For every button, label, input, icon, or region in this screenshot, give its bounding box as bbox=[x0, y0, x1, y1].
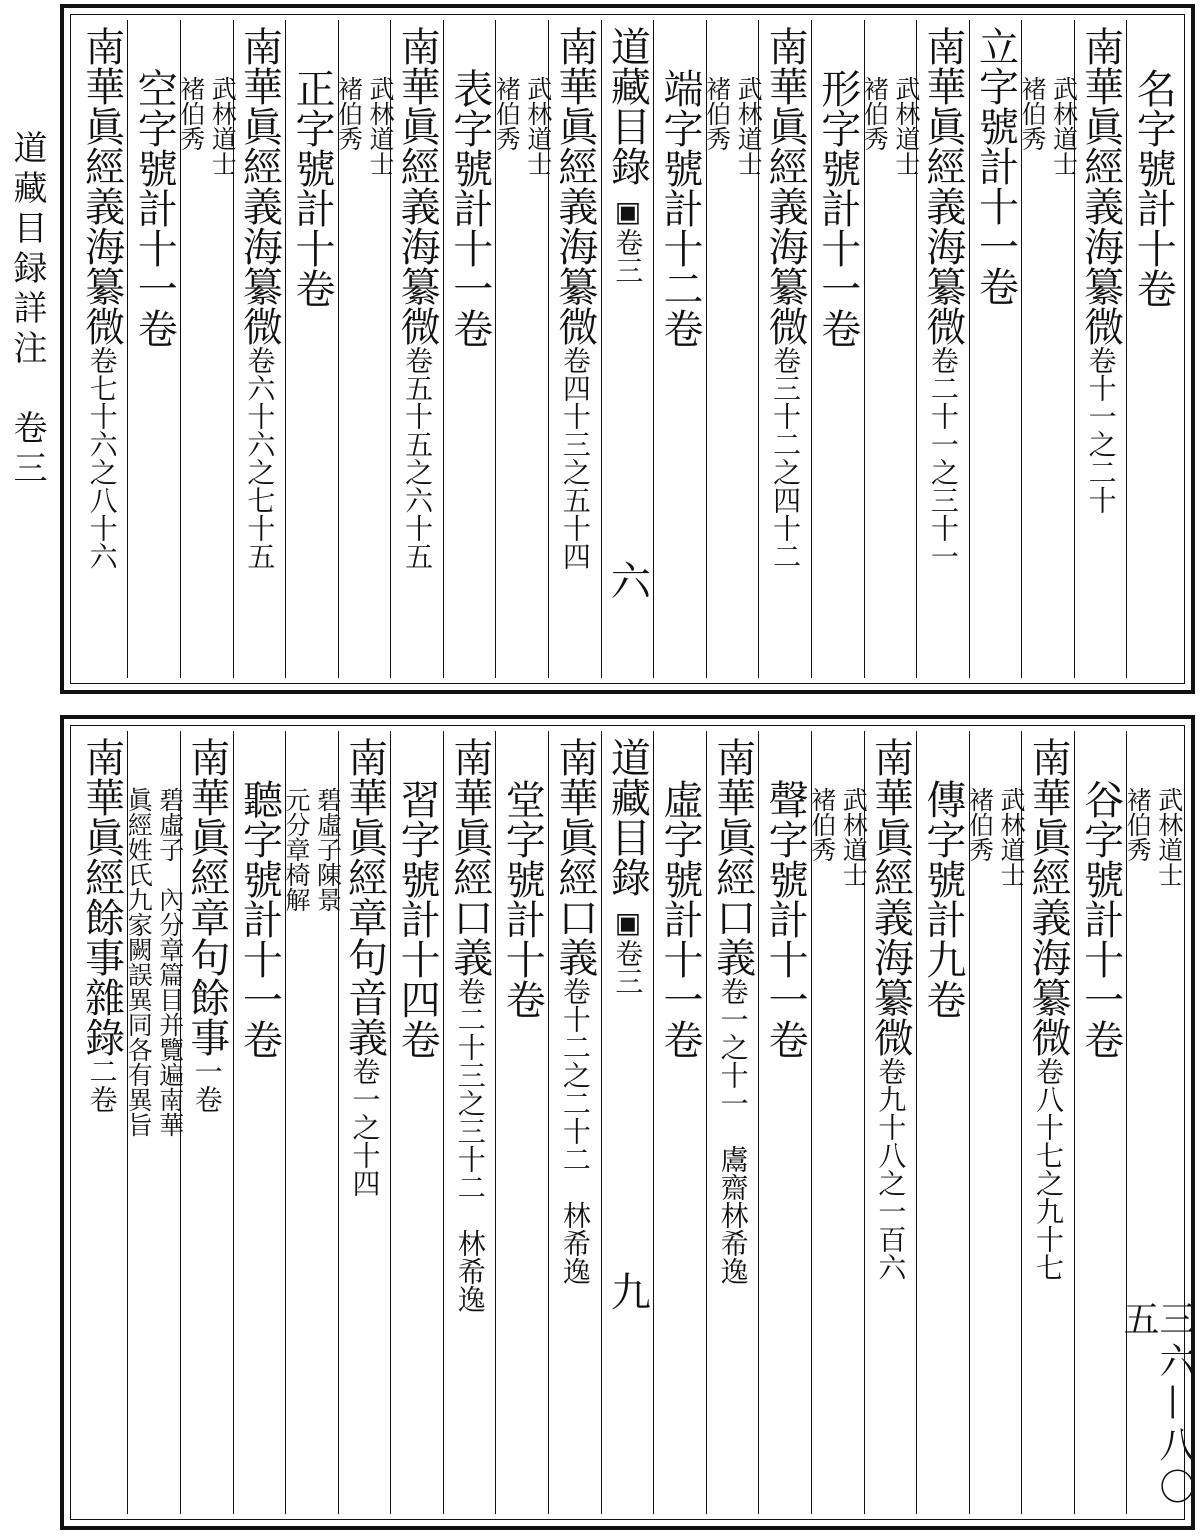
upper-column bbox=[127, 20, 180, 678]
upper-column bbox=[76, 20, 128, 678]
lower-column bbox=[390, 731, 443, 1514]
lower-column bbox=[548, 731, 601, 1514]
author-note bbox=[282, 787, 341, 912]
book-volumes: 卷五十五之六十五 bbox=[401, 346, 435, 570]
header-volume: ▣卷三 bbox=[611, 897, 645, 995]
lower-column bbox=[443, 731, 496, 1514]
book-title: 南華眞經義海纂微 bbox=[919, 26, 966, 346]
lower-column bbox=[233, 731, 286, 1514]
upper-columns bbox=[76, 20, 1179, 678]
leaf-number: 九 bbox=[604, 1271, 651, 1311]
book-volumes: 卷二十一之三十一 bbox=[926, 346, 960, 570]
author-line: 褚伯秀 bbox=[334, 76, 364, 151]
upper-column bbox=[1018, 20, 1079, 678]
book-entry bbox=[1025, 737, 1072, 1281]
upper-column bbox=[285, 20, 338, 678]
volume-title: 空字號計十一卷 bbox=[131, 68, 178, 348]
lower-column bbox=[965, 731, 1026, 1514]
upper-column bbox=[233, 20, 286, 678]
upper-column bbox=[176, 20, 238, 678]
book-volumes: 卷二十三之三十二 林希逸 bbox=[453, 977, 487, 1313]
header-title: 道藏目錄 bbox=[604, 737, 651, 897]
book-entry bbox=[551, 737, 598, 1285]
lower-column bbox=[124, 731, 185, 1514]
upper-column bbox=[443, 20, 496, 678]
book-volumes: 卷九十八之一百六 bbox=[874, 1057, 908, 1281]
upper-column bbox=[601, 20, 654, 678]
book-title: 南華眞經章句音義 bbox=[341, 737, 388, 1057]
lower-columns bbox=[76, 731, 1184, 1514]
book-entry bbox=[183, 737, 230, 1113]
book-entry bbox=[919, 26, 966, 570]
header-title: 道藏目錄 bbox=[604, 26, 651, 186]
lower-column bbox=[864, 731, 917, 1514]
upper-page-panel bbox=[60, 4, 1195, 694]
author-note bbox=[966, 787, 1025, 887]
upper-column bbox=[548, 20, 601, 678]
book-entry bbox=[551, 26, 598, 570]
lower-column bbox=[180, 731, 233, 1514]
author-line: 武林道士 bbox=[1049, 76, 1079, 176]
author-line: 武林道士 bbox=[891, 76, 921, 176]
lower-column bbox=[1021, 731, 1074, 1514]
book-title: 南華眞經義海纂微 bbox=[236, 26, 283, 346]
lower-column bbox=[1123, 731, 1184, 1514]
book-title: 南華眞經口義 bbox=[551, 737, 598, 977]
lower-column bbox=[706, 731, 759, 1514]
book-entry bbox=[762, 26, 809, 570]
lower-column bbox=[916, 731, 969, 1514]
book-entry bbox=[446, 737, 493, 1313]
book-title: 南華眞經義海纂微 bbox=[78, 26, 125, 346]
volume-title: 傳字號計九卷 bbox=[919, 779, 966, 1019]
lower-page-panel bbox=[60, 715, 1195, 1530]
book-title: 南華眞經義海纂微 bbox=[1025, 737, 1072, 1057]
book-title: 南華眞經義海纂微 bbox=[867, 737, 914, 1057]
page-number: 三六—八〇五 bbox=[1118, 1300, 1195, 1510]
author-line: 武林道士 bbox=[523, 76, 553, 176]
author-line: 褚伯秀 bbox=[1123, 787, 1153, 862]
author-note bbox=[493, 76, 552, 176]
lower-column bbox=[758, 731, 811, 1514]
author-line: 武林道士 bbox=[839, 787, 869, 887]
book-entry bbox=[709, 737, 756, 1285]
author-line: 褚伯秀 bbox=[1018, 76, 1048, 151]
author-line: 褚伯秀 bbox=[702, 76, 732, 151]
header-volume: ▣卷三 bbox=[611, 186, 645, 284]
volume-title: 堂字號計十卷 bbox=[499, 779, 546, 1019]
volume-title: 立字號計十一卷 bbox=[972, 26, 1019, 306]
author-line: 武林道士 bbox=[1154, 787, 1184, 887]
upper-column bbox=[1074, 20, 1127, 678]
book-title: 南華眞經餘事雜錄 bbox=[78, 737, 125, 1057]
book-volumes: 卷十一之二十 bbox=[1084, 346, 1118, 514]
author-line: 元分章椅解 bbox=[281, 787, 311, 912]
author-line: 武林道士 bbox=[208, 76, 238, 176]
book-entry bbox=[394, 26, 441, 570]
lower-column bbox=[653, 731, 706, 1514]
leaf-number: 六 bbox=[604, 560, 651, 600]
book-volumes: 卷三十二之四十二 bbox=[769, 346, 803, 570]
author-line: 武林道士 bbox=[734, 76, 764, 176]
upper-column bbox=[916, 20, 969, 678]
book-volumes: 卷一之十四 bbox=[348, 1057, 382, 1197]
book-title: 南華眞經義海纂微 bbox=[762, 26, 809, 346]
author-line: 碧虛子 內分章篇目并覽遍南華 bbox=[155, 787, 185, 1137]
book-volumes: 二卷 bbox=[85, 1057, 119, 1113]
book-entry bbox=[1077, 26, 1124, 514]
book-volumes: 卷八十七之九十七 bbox=[1032, 1057, 1066, 1281]
author-note bbox=[125, 787, 184, 1137]
section-header bbox=[604, 26, 651, 284]
book-title: 南華眞經口義 bbox=[446, 737, 493, 977]
author-note bbox=[335, 76, 394, 176]
book-volumes: 一卷 bbox=[190, 1057, 224, 1113]
book-volumes: 卷十二之二十二 林希逸 bbox=[558, 977, 592, 1285]
running-header: 道藏目録詳注 卷三 bbox=[7, 130, 47, 490]
lower-column bbox=[601, 731, 654, 1514]
volume-title: 虛字號計十一卷 bbox=[657, 779, 703, 1059]
volume-title: 表字號計十一卷 bbox=[446, 68, 493, 348]
volume-title: 端字號計十二卷 bbox=[657, 68, 703, 348]
upper-column bbox=[334, 20, 396, 678]
book-title: 南華眞經義海纂微 bbox=[551, 26, 598, 346]
author-line: 武林道士 bbox=[366, 76, 396, 176]
author-line: 褚伯秀 bbox=[807, 787, 837, 862]
author-line: 眞經姓氏九家闕誤異同各有異旨 bbox=[124, 787, 154, 1137]
upper-column bbox=[390, 20, 443, 678]
volume-title: 名字號計十卷 bbox=[1130, 68, 1177, 308]
book-title: 南華眞經章句餘事 bbox=[183, 737, 230, 1057]
author-note bbox=[1124, 787, 1183, 887]
section-header bbox=[604, 737, 651, 995]
author-line: 碧虛子陳景 bbox=[313, 787, 343, 912]
author-line: 武林道士 bbox=[996, 787, 1026, 887]
volume-title: 正字號計十卷 bbox=[288, 68, 335, 308]
lower-column bbox=[281, 731, 343, 1514]
author-note bbox=[703, 76, 762, 176]
volume-title: 形字號計十一卷 bbox=[814, 68, 861, 348]
author-line: 褚伯秀 bbox=[176, 76, 206, 151]
volume-title: 習字號計十四卷 bbox=[394, 779, 441, 1059]
book-volumes: 卷一之十一 鬳齋林希逸 bbox=[716, 977, 750, 1285]
author-line: 褚伯秀 bbox=[860, 76, 890, 151]
book-volumes: 卷四十三之五十四 bbox=[558, 346, 592, 570]
author-note bbox=[177, 76, 236, 176]
book-entry bbox=[78, 26, 125, 570]
upper-column bbox=[702, 20, 764, 678]
upper-column bbox=[860, 20, 921, 678]
book-title: 南華眞經口義 bbox=[709, 737, 756, 977]
lower-column bbox=[807, 731, 869, 1514]
upper-column bbox=[969, 20, 1022, 678]
volume-title: 聽字號計十一卷 bbox=[236, 779, 283, 1059]
lower-column bbox=[338, 731, 391, 1514]
book-entry bbox=[341, 737, 388, 1197]
book-entry bbox=[78, 737, 125, 1113]
upper-column bbox=[653, 20, 706, 678]
author-line: 褚伯秀 bbox=[965, 787, 995, 862]
book-title: 南華眞經義海纂微 bbox=[1077, 26, 1124, 346]
lower-column bbox=[495, 731, 548, 1514]
lower-column bbox=[76, 731, 128, 1514]
author-note bbox=[861, 76, 920, 176]
book-volumes: 卷六十六之七十五 bbox=[243, 346, 277, 570]
book-entry bbox=[236, 26, 283, 570]
book-volumes: 卷七十六之八十六 bbox=[85, 346, 119, 570]
book-title: 南華眞經義海纂微 bbox=[394, 26, 441, 346]
author-line: 褚伯秀 bbox=[492, 76, 522, 151]
volume-title: 谷字號計十一卷 bbox=[1077, 779, 1124, 1059]
volume-title: 聲字號計十一卷 bbox=[762, 779, 809, 1059]
upper-column bbox=[758, 20, 811, 678]
lower-column bbox=[1074, 731, 1127, 1514]
author-note bbox=[808, 787, 867, 887]
upper-column bbox=[811, 20, 864, 678]
upper-column bbox=[1126, 20, 1179, 678]
book-entry bbox=[867, 737, 914, 1281]
upper-column bbox=[492, 20, 553, 678]
author-note bbox=[1019, 76, 1078, 176]
